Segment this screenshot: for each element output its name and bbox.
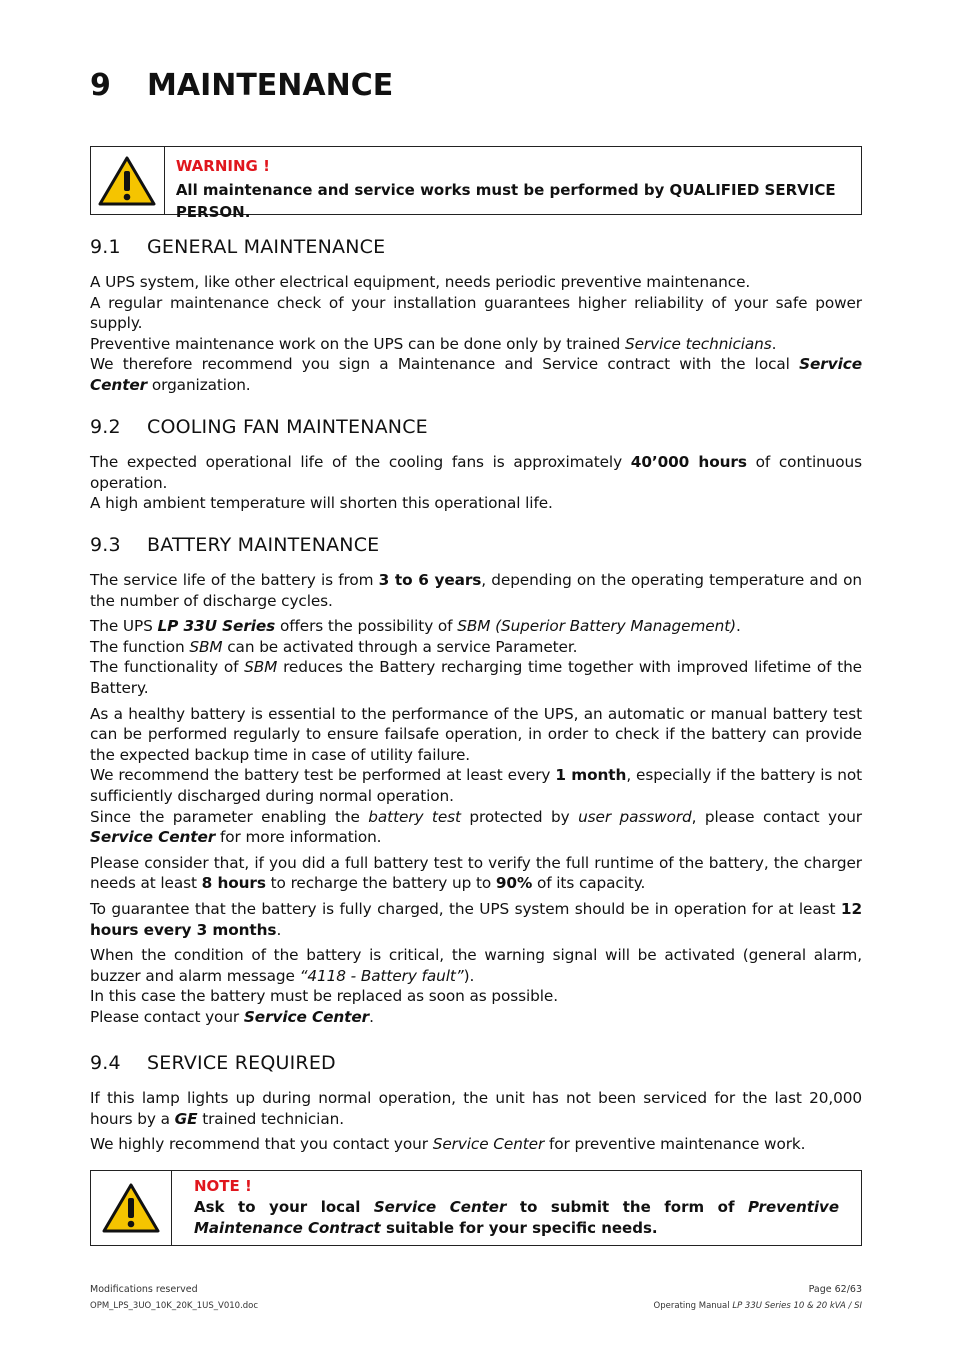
warning-triangle-icon xyxy=(97,155,157,207)
s2-p2: A high ambient temperature will shorten this operational life. xyxy=(90,494,553,513)
s2-paragraph xyxy=(90,452,862,514)
section-heading-9-4 xyxy=(90,1052,336,1074)
s3-p11: In this case the battery must be replaced as soon as possible. xyxy=(90,987,558,1006)
s3-p1: The service life of the battery is from 3 to 6 years, depending on the operating temperature and on the number of discharge cycles. xyxy=(90,571,862,610)
s1-p4: We therefore recommend you sign a Maintenance and Service contract with the local Service Center organization. xyxy=(90,355,862,394)
chapter-title-text: MAINTENANCE xyxy=(147,68,394,103)
s3-p2: The UPS LP 33U Series offers the possibility of SBM (Superior Battery Management). xyxy=(90,617,741,636)
section-heading-9-3 xyxy=(90,534,379,556)
section-number: 9.1 xyxy=(90,236,121,258)
s1-p3: Preventive maintenance work on the UPS can be done only by trained Service technicians. xyxy=(90,334,777,353)
section-number: 9.3 xyxy=(90,534,121,556)
section-number: 9.2 xyxy=(90,416,121,438)
warning-triangle-icon xyxy=(101,1182,161,1234)
warning-box xyxy=(90,146,862,221)
s1-p1: A UPS system, like other electrical equipment, needs periodic preventive maintenance. xyxy=(90,273,751,291)
section-heading-9-2 xyxy=(90,416,428,438)
s4-p1: If this lamp lights up during normal operation, the unit has not been serviced for the last 20,000 hours by a GE trained technician. xyxy=(90,1089,862,1128)
s3-p6: We recommend the battery test be performed at least every 1 month, especially if the battery is not sufficiently discharged during normal operation. xyxy=(90,766,863,805)
s3-paragraph xyxy=(90,570,862,1027)
note-box xyxy=(90,1170,862,1246)
section-heading-9-1 xyxy=(90,236,385,258)
s4-paragraph xyxy=(90,1088,862,1155)
s3-p9: To guarantee that the battery is fully charged, the UPS system should be in operation for at least 12 hours every 3 months. xyxy=(90,899,862,939)
s3-p4: The functionality of SBM reduces the Battery recharging time together with improved lifetime of the Battery. xyxy=(90,658,862,697)
chapter-title xyxy=(90,68,393,103)
s3-p8: Please consider that, if you did a full battery test to verify the full runtime of the battery, the charger needs at least 8 hours to recharge the battery up to 90% of its capacity. xyxy=(90,853,862,893)
warning-label: WARNING ! xyxy=(175,157,270,175)
s3-p7: Since the parameter enabling the battery test protected by user password, please contact your Service Center for more information. xyxy=(90,807,862,847)
section-number: 9.4 xyxy=(90,1052,121,1074)
warning-text-cell xyxy=(165,147,861,221)
note-label: NOTE ! xyxy=(194,1177,252,1195)
s3-p3: The function SBM can be activated through a service Parameter. xyxy=(90,637,578,656)
s1-p2: A regular maintenance check of your installation guarantees higher reliability of your safe power supply. xyxy=(90,293,862,333)
s3-p5: As a healthy battery is essential to the performance of the UPS, an automatic or manual battery test can be performed regularly to ensure failsafe operation, in order to check if the battery can provide the expected backup time in case of utility failure. xyxy=(90,704,862,764)
section-title: COOLING FAN MAINTENANCE xyxy=(147,416,428,438)
chapter-number: 9 xyxy=(90,68,111,103)
footer-manual-title: Operating Manual LP 33U Series 10 & 20 kVA / SI xyxy=(653,1301,862,1311)
warning-icon-cell xyxy=(91,147,165,214)
note-text: Ask to your local Service Center to submit the form of Preventive Maintenance Contract suitable for your specific needs. xyxy=(194,1198,840,1237)
footer-page-number: Page 62/63 xyxy=(808,1284,862,1295)
s4-p2: We highly recommend that you contact your Service Center for preventive maintenance work. xyxy=(90,1135,806,1154)
warning-text: All maintenance and service works must be performed by QUALIFIED SERVICE PERSON. xyxy=(175,181,836,221)
note-text-cell xyxy=(172,1171,861,1245)
section-title: BATTERY MAINTENANCE xyxy=(147,534,380,556)
note-icon-cell xyxy=(91,1171,172,1245)
s2-p1: The expected operational life of the cooling fans is approximately 40’000 hours of continuous operation. xyxy=(90,453,863,492)
footer-filename: OPM_LPS_3UO_10K_20K_1US_V010.doc xyxy=(90,1301,259,1311)
s1-paragraph xyxy=(90,272,862,396)
section-title: GENERAL MAINTENANCE xyxy=(147,236,386,258)
s3-p12: Please contact your Service Center. xyxy=(90,1007,374,1026)
footer-modifications: Modifications reserved xyxy=(90,1284,198,1295)
section-title: SERVICE REQUIRED xyxy=(147,1052,336,1074)
s3-p10: When the condition of the battery is critical, the warning signal will be activated (general alarm, buzzer and alarm message “4118 - Battery fault”). xyxy=(90,946,862,985)
